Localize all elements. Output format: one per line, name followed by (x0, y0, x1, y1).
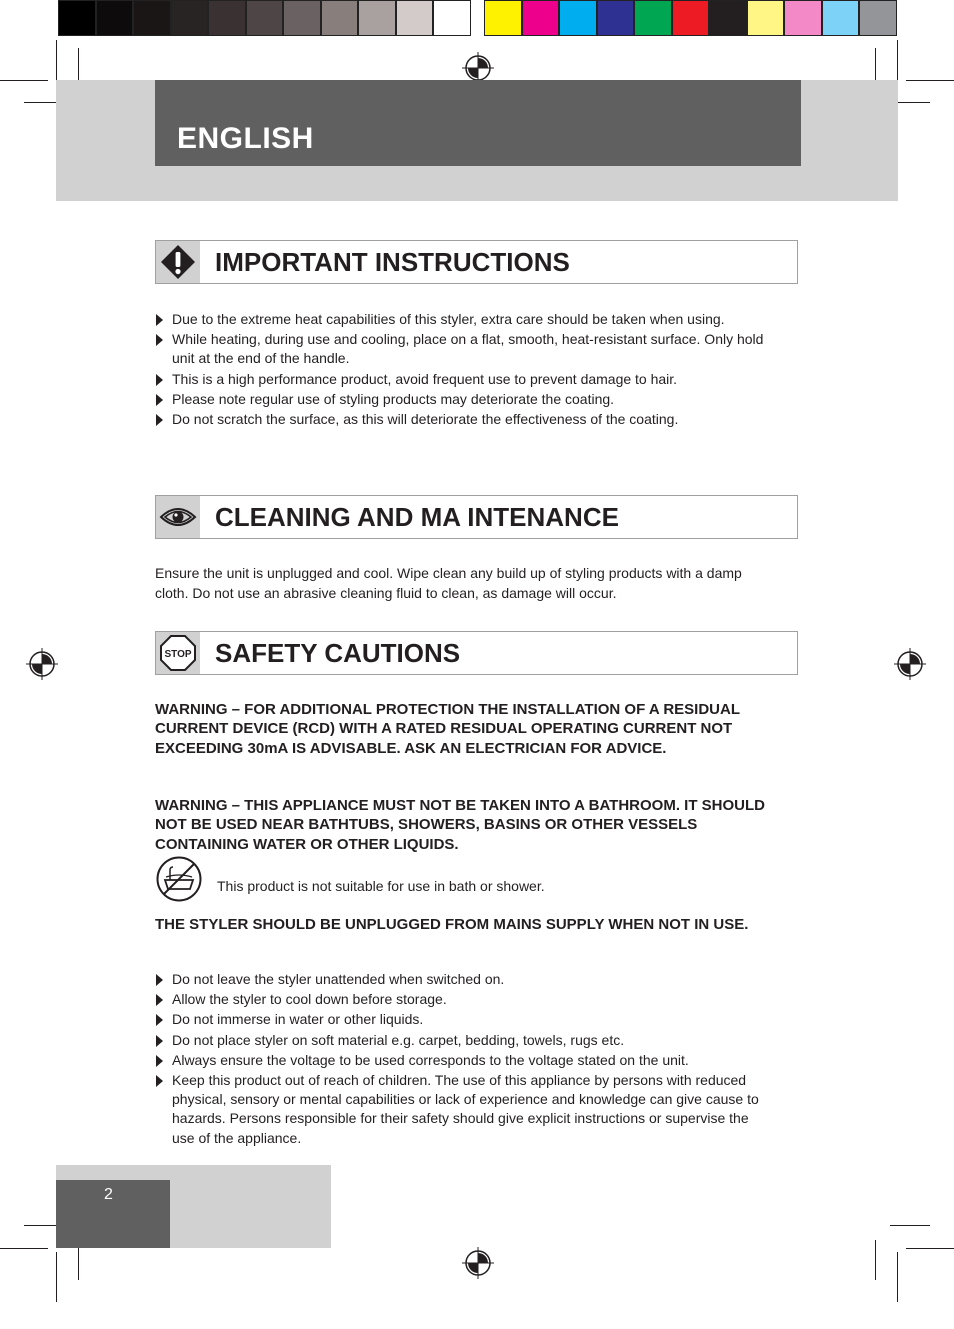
exclamation-diamond-icon (156, 241, 200, 283)
list-item: Do not immerse in water or other liquids. (155, 1010, 775, 1029)
list-item: Please note regular use of styling products may deteriorate the coating. (155, 390, 775, 409)
color-swatch (634, 0, 672, 36)
page-number: 2 (104, 1186, 113, 1203)
color-swatch (747, 0, 785, 36)
eye-icon (156, 496, 200, 538)
warning-unplug: THE STYLER SHOULD BE UNPLUGGED FROM MAINS SUPPLY WHEN NOT IN USE. (155, 916, 749, 933)
color-swatch (133, 0, 171, 36)
section-title-cleaning: CLEANING AND MA INTENANCE (215, 502, 619, 532)
color-swatch (358, 0, 396, 36)
color-swatch (522, 0, 560, 36)
list-item: Do not scratch the surface, as this will deteriorate the effectiveness of the coating. (155, 410, 775, 429)
language-title: ENGLISH (177, 122, 314, 155)
section-header-safety (155, 631, 798, 675)
list-item: While heating, during use and cooling, place on a flat, smooth, heat-resistant surface. Only hold unit at the end of the handle. (155, 330, 775, 368)
cleaning-text: Ensure the unit is unplugged and cool. Wipe clean any build up of styling products with a damp cloth. Do not use an abrasive cleaning fluid to clean, as damage will occur. (155, 565, 742, 601)
section-title-safety: SAFETY CAUTIONS (215, 638, 461, 668)
safety-cautions-list (155, 970, 775, 1148)
color-swatch (784, 0, 822, 36)
registration-mark-left-icon (26, 648, 58, 680)
important-instructions-list (155, 310, 775, 429)
section-title-important: IMPORTANT INSTRUCTIONS (215, 247, 570, 277)
color-swatch (283, 0, 321, 36)
color-swatch (433, 0, 471, 36)
footer-band-dark (56, 1180, 170, 1248)
grayscale-calibration-bar (58, 0, 471, 38)
color-swatch (246, 0, 284, 36)
color-swatch (396, 0, 434, 36)
stop-sign-text: STOP (164, 649, 192, 660)
list-item: Do not place styler on soft material e.g. carpet, bedding, towels, rugs etc. (155, 1031, 775, 1050)
list-item: Always ensure the voltage to be used corresponds to the voltage stated on the unit. (155, 1051, 775, 1070)
no-bath-icon (156, 856, 202, 902)
color-swatch (822, 0, 860, 36)
registration-mark-right-icon (894, 648, 926, 680)
color-swatch (859, 0, 897, 36)
color-swatch (597, 0, 635, 36)
warning-rcd: WARNING – FOR ADDITIONAL PROTECTION THE INSTALLATION OF A RESIDUAL CURRENT DEVICE (RCD) WITH A RATED RESIDUAL OPERATING CURRENT NOT EXCEEDING 30mA IS ADVISABLE. ASK AN ELECTRICIAN FOR ADVICE. (155, 701, 740, 757)
color-swatch (321, 0, 359, 36)
warning-bathroom: WARNING – THIS APPLIANCE MUST NOT BE TAKEN INTO A BATHROOM. IT SHOULD NOT BE USED NEAR BATHTUBS, SHOWERS, BASINS OR OTHER VESSELS CONTAINING WATER OR OTHER LIQUIDS. (155, 797, 765, 853)
registration-mark-bottom-icon (462, 1247, 494, 1279)
color-swatch (208, 0, 246, 36)
section-header-important (155, 240, 798, 284)
color-swatch (709, 0, 747, 36)
color-calibration-bar (484, 0, 897, 38)
section-header-cleaning (155, 495, 798, 539)
color-swatch (58, 0, 96, 36)
bath-note: This product is not suitable for use in bath or shower. (217, 878, 545, 894)
stop-sign-icon (156, 632, 200, 674)
color-swatch (171, 0, 209, 36)
list-item: Do not leave the styler unattended when switched on. (155, 970, 775, 989)
list-item: Due to the extreme heat capabilities of this styler, extra care should be taken when using. (155, 310, 775, 329)
list-item: This is a high performance product, avoid frequent use to prevent damage to hair. (155, 370, 775, 389)
color-swatch (484, 0, 522, 36)
list-item: Keep this product out of reach of children. The use of this appliance by persons with reduced physical, sensory or mental capabilities or lack of experience and knowledge can give cause to hazards. Persons responsible for their safety should give explicit instructions or supervise the use of the appliance. (155, 1071, 775, 1148)
color-swatch (559, 0, 597, 36)
color-swatch (672, 0, 710, 36)
list-item: Allow the styler to cool down before storage. (155, 990, 775, 1009)
color-swatch (96, 0, 134, 36)
